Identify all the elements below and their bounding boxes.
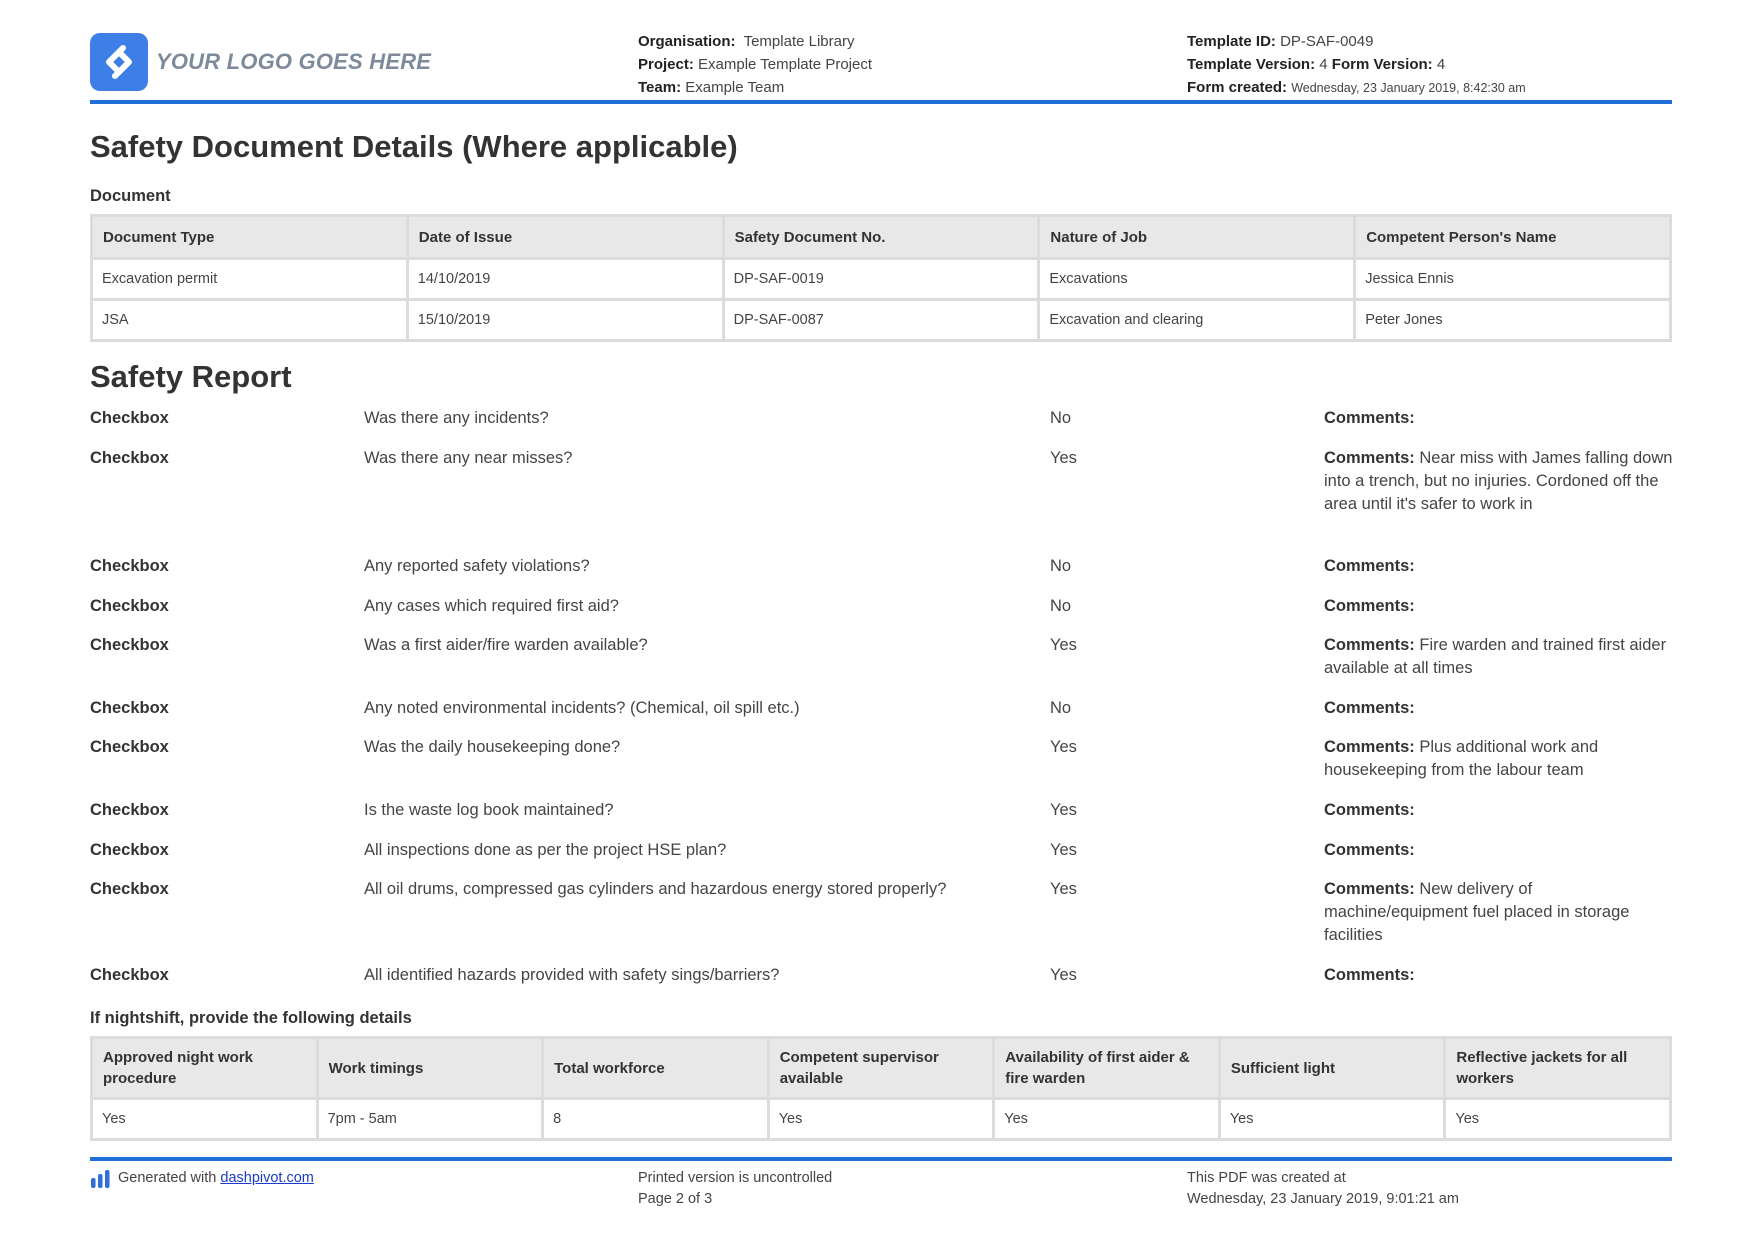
table-cell: Excavation and clearing bbox=[1040, 301, 1353, 339]
item-comment: Comments: bbox=[1324, 557, 1415, 575]
table-cell: Yes bbox=[995, 1100, 1218, 1138]
company-logo bbox=[90, 33, 431, 91]
table-cell: Yes bbox=[1446, 1100, 1669, 1138]
item-comment: Comments: bbox=[1324, 801, 1415, 819]
column-header: Safety Document No. bbox=[725, 217, 1038, 257]
item-answer: No bbox=[1050, 409, 1072, 427]
item-type: Checkbox bbox=[90, 966, 169, 984]
item-question: Any noted environmental incidents? (Chemical, oil spill etc.) bbox=[364, 699, 800, 717]
pdf-created-label: This PDF was created at bbox=[1187, 1170, 1346, 1186]
uncontrolled-note: Printed version is uncontrolled bbox=[638, 1170, 833, 1186]
table-cell: Yes bbox=[770, 1100, 993, 1138]
table-row bbox=[93, 1100, 1669, 1138]
page bbox=[90, 30, 1672, 1141]
report-list bbox=[90, 407, 1672, 1009]
pdf-created-date: Wednesday, 23 January 2019, 9:01:21 am bbox=[1187, 1191, 1459, 1207]
version-line: Template Version: 4 Form Version: 4 bbox=[1187, 56, 1446, 73]
item-comment: Comments: bbox=[1324, 841, 1415, 859]
column-header: Nature of Job bbox=[1040, 217, 1353, 257]
dashpivot-icon bbox=[90, 1170, 112, 1195]
footer-print-info bbox=[638, 1168, 832, 1210]
table-cell: 7pm - 5am bbox=[319, 1100, 542, 1138]
item-comment: Comments: bbox=[1324, 699, 1415, 717]
table-cell: 8 bbox=[544, 1100, 767, 1138]
item-type: Checkbox bbox=[90, 409, 169, 427]
item-type: Checkbox bbox=[90, 636, 169, 654]
item-answer: Yes bbox=[1050, 880, 1077, 898]
template-id-line: Template ID: DP-SAF-0049 bbox=[1187, 33, 1374, 50]
list-item bbox=[90, 407, 1672, 447]
table-header-row bbox=[93, 1039, 1669, 1097]
item-answer: Yes bbox=[1050, 449, 1077, 467]
item-answer: No bbox=[1050, 597, 1072, 615]
item-answer: Yes bbox=[1050, 841, 1077, 859]
item-answer: No bbox=[1050, 699, 1072, 717]
list-item bbox=[90, 555, 1672, 595]
table-cell: 14/10/2019 bbox=[409, 260, 722, 298]
item-comment: Comments: bbox=[1324, 966, 1415, 984]
column-header: Availability of first aider & fire warden bbox=[995, 1039, 1218, 1097]
item-question: Was a first aider/fire warden available? bbox=[364, 636, 648, 654]
logo-icon bbox=[90, 33, 148, 91]
item-comment: Comments: New delivery of machine/equipment fuel placed in storage facilities bbox=[1324, 880, 1630, 944]
column-header: Date of Issue bbox=[409, 217, 722, 257]
header-template-info bbox=[1187, 30, 1526, 100]
list-item bbox=[90, 736, 1672, 799]
item-type: Checkbox bbox=[90, 738, 169, 756]
team-line: Team: Example Team bbox=[638, 79, 785, 96]
page-number: Page 2 of 3 bbox=[638, 1191, 713, 1207]
item-type: Checkbox bbox=[90, 449, 169, 467]
table-cell: Excavations bbox=[1040, 260, 1353, 298]
item-type: Checkbox bbox=[90, 801, 169, 819]
item-answer: Yes bbox=[1050, 738, 1077, 756]
section-title-documents: Safety Document Details (Where applicable) bbox=[90, 129, 738, 164]
table-cell: Yes bbox=[93, 1100, 316, 1138]
table-cell: JSA bbox=[93, 301, 406, 339]
column-header: Total workforce bbox=[544, 1039, 767, 1097]
item-answer: Yes bbox=[1050, 636, 1077, 654]
column-header: Competent supervisor available bbox=[770, 1039, 993, 1097]
logo-text: YOUR LOGO GOES HERE bbox=[156, 49, 432, 74]
item-question: Any cases which required first aid? bbox=[364, 597, 619, 615]
item-question: Any reported safety violations? bbox=[364, 557, 590, 575]
column-header: Sufficient light bbox=[1221, 1039, 1444, 1097]
column-header: Approved night work procedure bbox=[93, 1039, 316, 1097]
footer-divider bbox=[90, 1157, 1672, 1161]
list-item bbox=[90, 697, 1672, 736]
list-item bbox=[90, 595, 1672, 634]
table-cell: DP-SAF-0019 bbox=[725, 260, 1038, 298]
header-project-info bbox=[638, 30, 872, 99]
document-subtitle: Document bbox=[90, 187, 171, 205]
nightshift-subtitle: If nightshift, provide the following details bbox=[90, 1009, 412, 1027]
generated-with: Generated with dashpivot.com bbox=[90, 1168, 314, 1195]
item-question: All identified hazards provided with safety sings/barriers? bbox=[364, 966, 780, 984]
table-cell: 15/10/2019 bbox=[409, 301, 722, 339]
dashpivot-link[interactable]: dashpivot.com bbox=[220, 1170, 314, 1186]
item-type: Checkbox bbox=[90, 597, 169, 615]
table-row bbox=[93, 260, 1669, 298]
form-created-line: Form created: Wednesday, 23 January 2019, 8:42:30 am bbox=[1187, 79, 1526, 96]
item-type: Checkbox bbox=[90, 699, 169, 717]
table-cell: DP-SAF-0087 bbox=[725, 301, 1038, 339]
column-header: Reflective jackets for all workers bbox=[1446, 1039, 1669, 1097]
table-header-row bbox=[93, 217, 1669, 257]
table-cell: Jessica Ennis bbox=[1356, 260, 1669, 298]
page-footer bbox=[90, 1157, 1672, 1207]
item-type: Checkbox bbox=[90, 557, 169, 575]
table-cell: Excavation permit bbox=[93, 260, 406, 298]
footer-pdf-info bbox=[1187, 1168, 1459, 1210]
item-type: Checkbox bbox=[90, 880, 169, 898]
section-title-report: Safety Report bbox=[90, 359, 292, 394]
item-comment: Comments: bbox=[1324, 597, 1415, 615]
item-comment: Comments: Plus additional work and housekeeping from the labour team bbox=[1324, 738, 1599, 779]
header-divider bbox=[90, 100, 1672, 104]
item-question: All inspections done as per the project HSE plan? bbox=[364, 841, 727, 859]
table-cell: Yes bbox=[1221, 1100, 1444, 1138]
item-answer: Yes bbox=[1050, 801, 1077, 819]
column-header: Document Type bbox=[93, 217, 406, 257]
table-row bbox=[93, 301, 1669, 339]
item-answer: Yes bbox=[1050, 966, 1077, 984]
item-question: Is the waste log book maintained? bbox=[364, 801, 614, 819]
item-comment: Comments: Fire warden and trained first aider available at all times bbox=[1324, 636, 1667, 677]
list-item bbox=[90, 964, 1672, 1009]
item-question: All oil drums, compressed gas cylinders and hazardous energy stored properly? bbox=[364, 880, 947, 898]
list-item bbox=[90, 447, 1672, 555]
item-answer: No bbox=[1050, 557, 1072, 575]
list-item bbox=[90, 799, 1672, 839]
item-comment: Comments: bbox=[1324, 409, 1415, 427]
table-cell: Peter Jones bbox=[1356, 301, 1669, 339]
page-header bbox=[90, 30, 1672, 100]
project-line: Project: Example Template Project bbox=[638, 56, 873, 73]
list-item bbox=[90, 878, 1672, 964]
column-header: Work timings bbox=[319, 1039, 542, 1097]
list-item bbox=[90, 839, 1672, 878]
organisation-line: Organisation: Template Library bbox=[638, 33, 855, 50]
nightshift-table bbox=[90, 1036, 1672, 1141]
list-item bbox=[90, 634, 1672, 697]
item-question: Was there any incidents? bbox=[364, 409, 549, 427]
item-comment: Comments: Near miss with James falling down into a trench, but no injuries. Cordoned off the area until it's safer to work in bbox=[1324, 449, 1673, 513]
item-question: Was there any near misses? bbox=[364, 449, 573, 467]
document-table bbox=[90, 214, 1672, 342]
item-question: Was the daily housekeeping done? bbox=[364, 738, 621, 756]
item-type: Checkbox bbox=[90, 841, 169, 859]
column-header: Competent Person's Name bbox=[1356, 217, 1669, 257]
